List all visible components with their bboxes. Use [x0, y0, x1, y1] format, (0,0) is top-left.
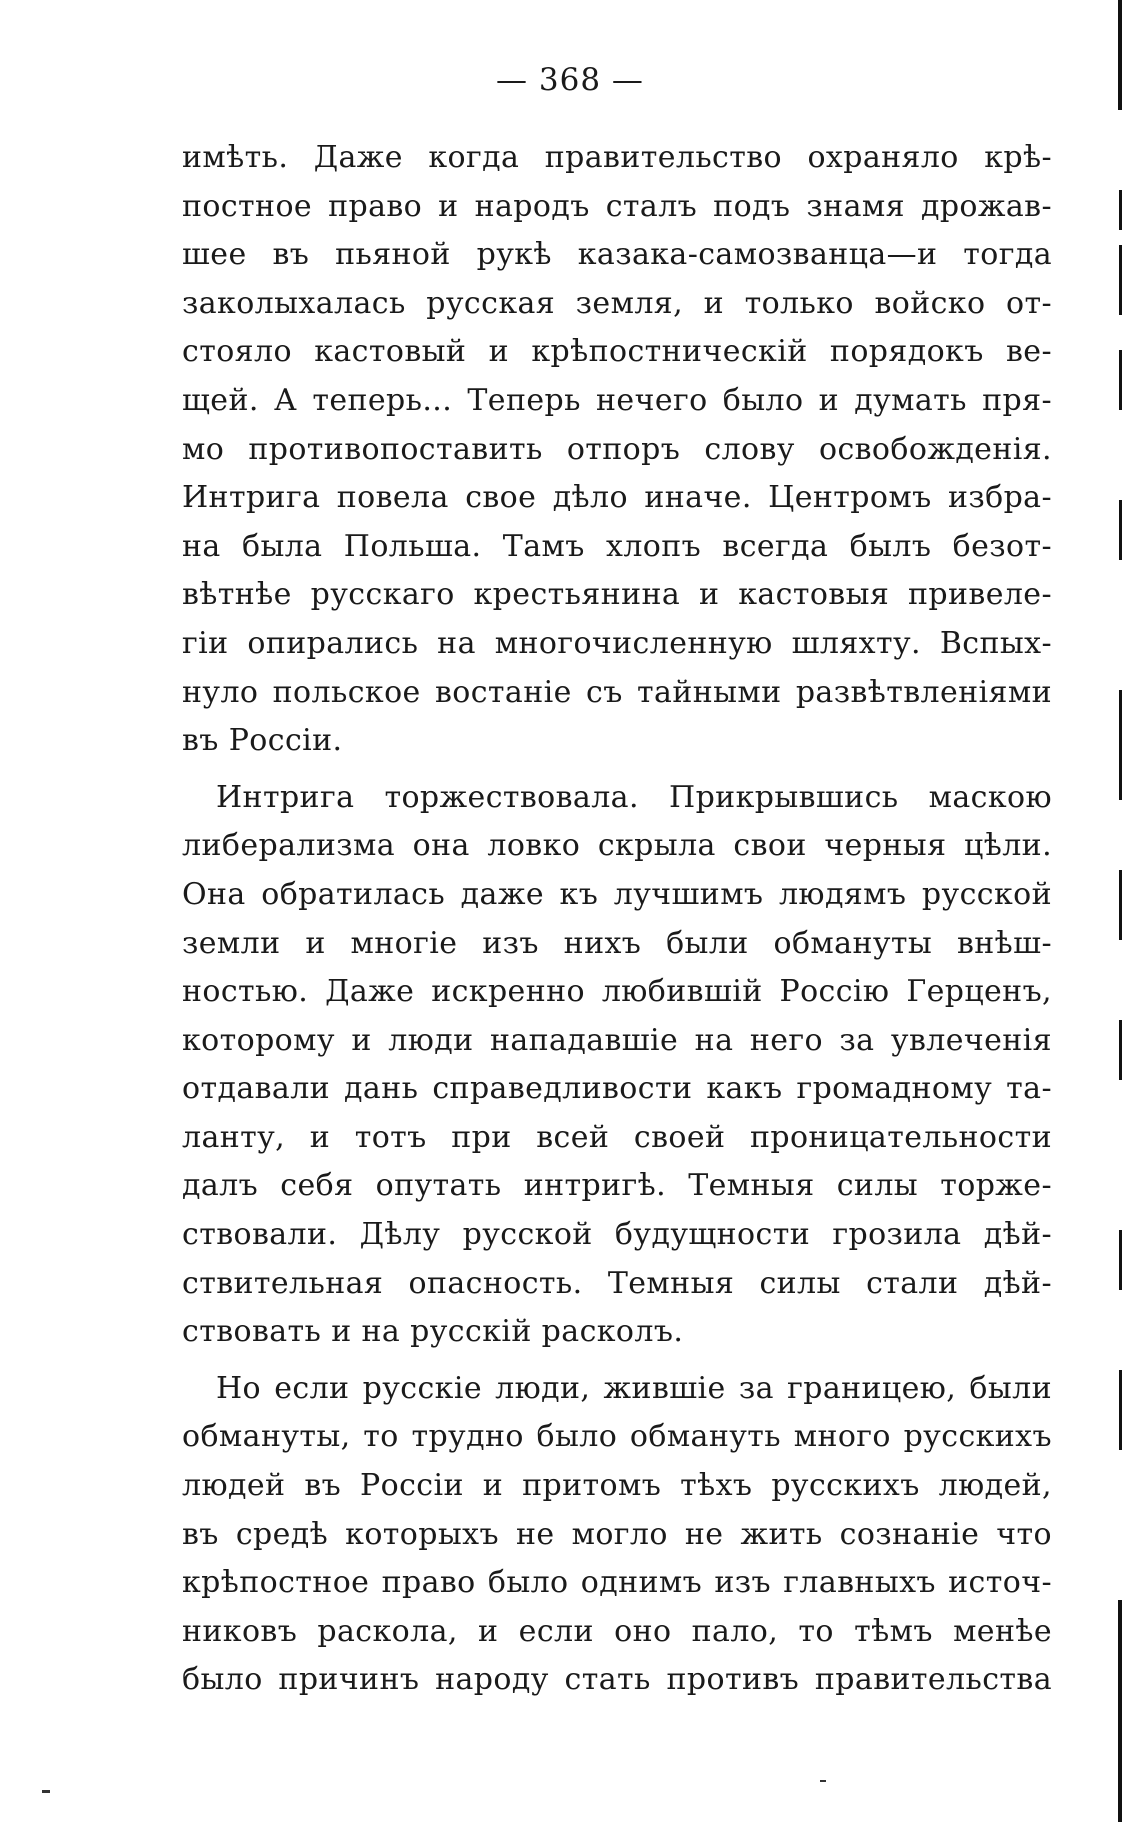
text-line: было причинъ народу стать противъ правительства [182, 1662, 1052, 1698]
text-line: ствительная опасность. Темныя силы стали дѣй- [182, 1265, 1052, 1301]
body-text [182, 134, 1052, 1705]
text-line: либерализма она ловко скрыла свои черныя цѣли. [182, 828, 1052, 864]
page-edge-line [1119, 500, 1122, 560]
text-line: крѣпостное право было однимъ изъ главныхъ источ- [182, 1565, 1052, 1601]
page-edge-line [1119, 350, 1122, 410]
text-line: гіи опирались на многочисленную шляхту. Вспых- [182, 625, 1052, 661]
text-line: Но если русскіе люди, жившіе за границею, были [216, 1370, 1052, 1406]
page-edge-line [1119, 1230, 1122, 1290]
page-edge-line [1119, 690, 1122, 800]
text-line: на была Польша. Тамъ хлопъ всегда былъ безот- [182, 528, 1052, 564]
paragraph-gap [182, 1357, 1052, 1365]
page-edge-line [1119, 245, 1122, 315]
paragraph-gap [182, 766, 1052, 774]
text-line: отдавали дань справедливости какъ громадному та- [182, 1071, 1052, 1107]
page-edge-line [1119, 870, 1122, 940]
text-line: земли и многіе изъ нихъ были обмануты внѣш- [182, 925, 1052, 961]
text-line: щей. А теперь... Теперь нечего было и думать пря- [182, 382, 1052, 418]
text-line: Интрига торжествовала. Прикрывшись маскою [216, 779, 1052, 815]
text-line: Она обратилась даже къ лучшимъ людямъ русской [182, 876, 1052, 912]
text-line: ланту, и тотъ при всей своей проницательности [182, 1119, 1052, 1155]
text-line: въ средѣ которыхъ не могло не жить сознаніе что [182, 1516, 1052, 1552]
text-line: Интрига повела свое дѣло иначе. Центромъ избра- [182, 480, 1052, 516]
text-line: далъ себя опутать интригѣ. Темныя силы торже- [182, 1168, 1052, 1204]
text-line: нуло польское востаніе съ тайными развѣтвленіями [182, 674, 1052, 710]
page-edge-line [1119, 1020, 1122, 1080]
text-line: имѣть. Даже когда правительство охраняло крѣ- [182, 140, 1052, 175]
text-line: шее въ пьяной рукѣ казака-самозванца—и тогда [182, 237, 1052, 273]
scan-speck [820, 1780, 826, 1782]
text-line: ствовали. Дѣлу русской будущности грозила дѣй- [182, 1217, 1052, 1253]
page-edge-line [1119, 1370, 1122, 1450]
text-line: вѣтнѣе русскаго крестьянина и кастовыя привеле- [182, 577, 1052, 613]
text-line: въ Россіи. [182, 723, 343, 759]
page-edge-line [1118, 0, 1122, 110]
text-line: никовъ раскола, и если оно пало, то тѣмъ менѣе [182, 1613, 1052, 1649]
page-edge-line [1119, 190, 1122, 230]
text-line: ствовать и на русскій расколъ. [182, 1314, 684, 1350]
text-line: заколыхалась русская земля, и только войско от- [182, 285, 1052, 321]
page-number: — 368 — [496, 62, 644, 98]
text-line: людей въ Россіи и притомъ тѣхъ русскихъ людей, [182, 1468, 1052, 1504]
scan-speck [42, 1790, 50, 1793]
text-line: которому и люди нападавшіе на него за увлеченія [182, 1022, 1052, 1058]
page-edge-line [1118, 1600, 1122, 1822]
text-line: обмануты, то трудно было обмануть много русскихъ [182, 1419, 1052, 1455]
text-line: постное право и народъ сталъ подъ знамя дрожав- [182, 188, 1052, 224]
text-line: мо противопоставить отпоръ слову освобожденія. [182, 431, 1052, 467]
text-line: ностью. Даже искренно любившій Россію Герценъ, [182, 974, 1052, 1010]
text-line: стояло кастовый и крѣпостническій порядокъ ве- [182, 334, 1052, 370]
